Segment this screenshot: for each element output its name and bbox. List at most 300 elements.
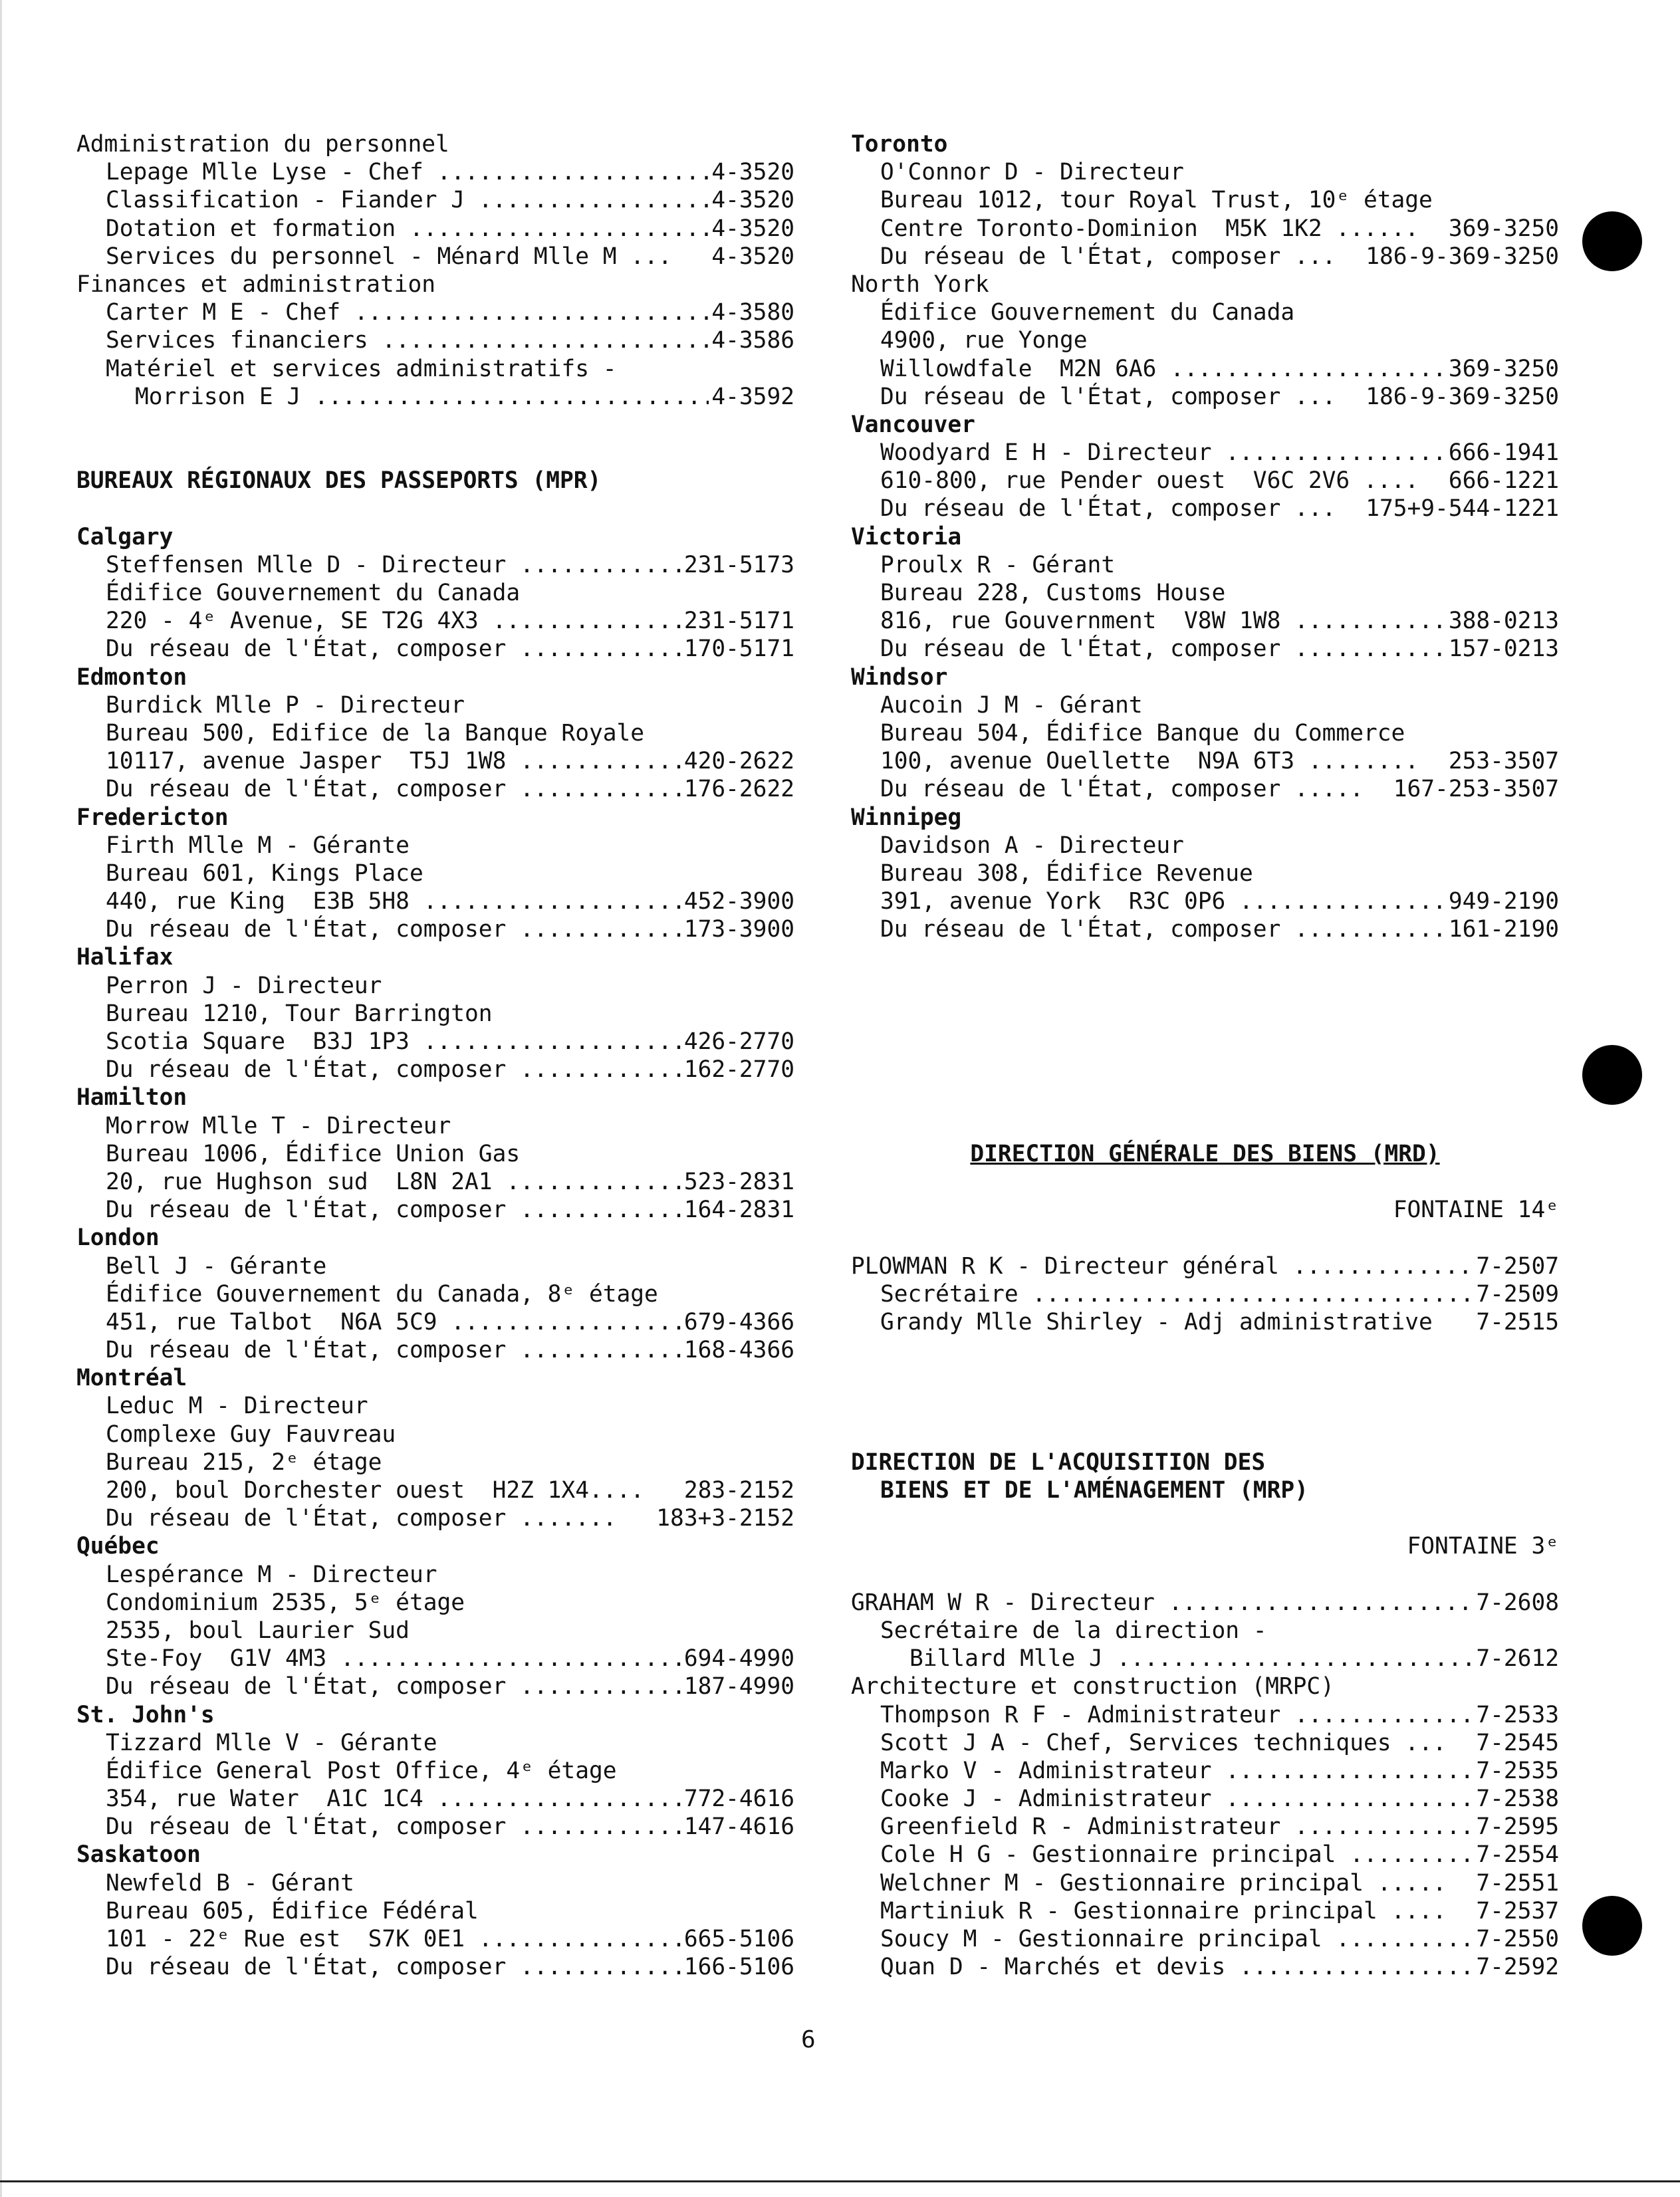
entry-label: 816, rue Gouvernment V8W 1W8 ..... xyxy=(880,607,1559,635)
line-text: 4900, rue Yonge xyxy=(880,327,1088,354)
phone-number: 231-5171 xyxy=(681,607,794,635)
phone-number: 523-2831 xyxy=(681,1168,794,1196)
phone-number: 183+3-2152 xyxy=(654,1504,794,1532)
address-line xyxy=(76,719,794,747)
blank-line xyxy=(851,1084,1559,1111)
phone-number: 4-3586 xyxy=(709,326,794,354)
phone-number: 186-9-369-3250 xyxy=(1363,383,1559,411)
binder-hole-icon xyxy=(1582,1896,1642,1956)
directory-entry xyxy=(76,1925,794,1953)
line-text: Bureau 1006, Édifice Union Gas xyxy=(106,1140,521,1167)
directory-entry xyxy=(851,1701,1559,1729)
directory-entry xyxy=(851,1589,1559,1617)
entry-label: Du réseau de l'État, composer ..... xyxy=(880,915,1559,943)
section-heading xyxy=(851,130,1559,158)
directory-entry xyxy=(851,243,1559,271)
right-column xyxy=(851,130,1559,1981)
entry-label: Scott J A - Chef, Services techniques ... xyxy=(880,1729,1447,1756)
address-line xyxy=(76,1140,794,1168)
entry-label: 354, rue Water A1C 1C4 ..... xyxy=(106,1785,794,1813)
directory-entry xyxy=(76,1813,794,1841)
section-heading xyxy=(76,1364,794,1392)
blank-line xyxy=(851,1112,1559,1140)
directory-entry xyxy=(851,1897,1559,1925)
entry-label: Du réseau de l'État, composer ..... xyxy=(106,915,794,943)
directory-entry xyxy=(76,1196,794,1224)
directory-entry xyxy=(76,215,794,243)
entry-label: Du réseau de l'État, composer ..... xyxy=(880,776,1364,803)
directory-entry xyxy=(76,243,794,271)
line-text: BUREAUX RÉGIONAUX DES PASSEPORTS (MPR) xyxy=(76,467,602,495)
section-heading xyxy=(76,943,794,971)
directory-entry xyxy=(76,186,794,214)
address-line xyxy=(76,579,794,607)
address-line xyxy=(76,1112,794,1140)
section-heading xyxy=(76,1701,794,1729)
address-line xyxy=(851,691,1559,719)
blank-line xyxy=(851,943,1559,971)
section-heading xyxy=(76,1841,794,1869)
address-line xyxy=(76,972,794,1000)
phone-number: 7-2515 xyxy=(1473,1308,1559,1336)
directory-entry xyxy=(851,1308,1559,1336)
phone-number: 170-5171 xyxy=(681,635,794,663)
entry-label: Thompson R F - Administrateur ..... xyxy=(880,1701,1559,1729)
directory-entry xyxy=(76,326,794,354)
directory-entry xyxy=(851,1813,1559,1841)
entry-label: Welchner M - Gestionnaire principal ..... xyxy=(880,1869,1447,1897)
line-text: Bureau 601, Kings Place xyxy=(106,860,423,887)
phone-number: 167-253-3507 xyxy=(1391,775,1559,803)
line-text: Halifax xyxy=(76,944,174,971)
directory-entry xyxy=(76,1476,794,1504)
line-text: Condominium 2535, 5ᵉ étage xyxy=(106,1589,465,1616)
location-label xyxy=(851,1196,1559,1224)
line-text: Winnipeg xyxy=(851,804,962,831)
entry-label: Du réseau de l'État, composer ..... xyxy=(106,1196,794,1224)
phone-number: 173-3900 xyxy=(681,915,794,943)
phone-number: 164-2831 xyxy=(681,1196,794,1224)
entry-label: Steffensen Mlle D - Directeur ..... xyxy=(106,551,794,579)
directory-entry xyxy=(76,1168,794,1196)
line-text: Perron J - Directeur xyxy=(106,972,382,999)
phone-number: 369-3250 xyxy=(1446,355,1559,383)
line-text: Hamilton xyxy=(76,1084,187,1111)
address-line xyxy=(851,551,1559,579)
section-heading xyxy=(851,1476,1559,1504)
entry-label: 200, boul Dorchester ouest H2Z 1X4.... xyxy=(106,1477,645,1504)
entry-label: Woodyard E H - Directeur ..... xyxy=(880,439,1559,467)
line-text: FONTAINE 3ᵉ xyxy=(1407,1533,1559,1560)
phone-number: 4-3592 xyxy=(709,383,794,411)
line-text: Édifice General Post Office, 4ᵉ étage xyxy=(106,1757,617,1784)
address-line xyxy=(851,298,1559,326)
line-text: Victoria xyxy=(851,523,962,550)
entry-label: 220 - 4ᵉ Avenue, SE T2G 4X3 ..... xyxy=(106,607,794,635)
phone-number: 4-3520 xyxy=(709,186,794,214)
directory-entry xyxy=(76,1028,794,1056)
entry-label: Du réseau de l'État, composer ... xyxy=(880,243,1336,270)
phone-number: 4-3520 xyxy=(709,215,794,243)
entry-label: Billard Mlle J ..... xyxy=(909,1645,1559,1673)
group-heading xyxy=(851,271,1559,298)
phone-number: 369-3250 xyxy=(1446,215,1559,243)
entry-label: 391, avenue York R3C 0P6 ..... xyxy=(880,887,1559,915)
line-text: Davidson A - Directeur xyxy=(880,832,1184,859)
line-text: Newfeld B - Gérant xyxy=(106,1869,354,1897)
directory-entry xyxy=(76,607,794,635)
phone-number: 4-3520 xyxy=(709,243,794,271)
line-text: Bureau 1012, tour Royal Trust, 10ᵉ étage xyxy=(880,187,1433,214)
line-text: Québec xyxy=(76,1533,160,1560)
blank-line xyxy=(851,1056,1559,1084)
binder-hole-icon xyxy=(1582,1045,1642,1105)
address-line xyxy=(76,1729,794,1757)
phone-number: 231-5173 xyxy=(681,551,794,579)
directory-entry xyxy=(851,607,1559,635)
group-heading xyxy=(76,130,794,158)
phone-number: 7-2612 xyxy=(1473,1645,1559,1673)
line-text: Bureau 504, Édifice Banque du Commerce xyxy=(880,719,1405,747)
entry-label: PLOWMAN R K - Directeur général ..... xyxy=(851,1252,1559,1280)
entry-label: 101 - 22ᵉ Rue est S7K 0E1 ..... xyxy=(106,1925,794,1953)
phone-number: 147-4616 xyxy=(681,1813,794,1841)
entry-label: Du réseau de l'État, composer ..... xyxy=(106,1673,794,1700)
line-text: Finances et administration xyxy=(76,271,436,298)
address-line xyxy=(76,1589,794,1617)
address-line xyxy=(76,1617,794,1645)
section-heading xyxy=(76,1532,794,1560)
entry-label: GRAHAM W R - Directeur ..... xyxy=(851,1589,1559,1617)
phone-number: 426-2770 xyxy=(681,1028,794,1056)
directory-entry xyxy=(851,215,1559,243)
directory-entry xyxy=(851,467,1559,495)
line-text: Édifice Gouvernement du Canada xyxy=(880,299,1295,326)
phone-number: 176-2622 xyxy=(681,775,794,803)
entry-label: Soucy M - Gestionnaire principal ..... xyxy=(880,1925,1559,1953)
address-line xyxy=(851,158,1559,186)
entry-label: Du réseau de l'État, composer ..... xyxy=(880,635,1559,663)
directory-entry xyxy=(851,747,1559,775)
directory-entry xyxy=(76,158,794,186)
address-line xyxy=(76,1392,794,1420)
phone-number: 7-2538 xyxy=(1473,1785,1559,1813)
line-text: Morrow Mlle T - Directeur xyxy=(106,1112,451,1139)
entry-label: Services financiers ..... xyxy=(106,326,794,354)
entry-label: Services du personnel - Ménard Mlle M ... xyxy=(106,243,672,270)
location-label xyxy=(851,1532,1559,1560)
line-text: Vancouver xyxy=(851,411,975,438)
phone-number: 679-4366 xyxy=(681,1308,794,1336)
address-line xyxy=(851,1617,1559,1645)
directory-entry xyxy=(76,298,794,326)
phone-number: 7-2509 xyxy=(1473,1280,1559,1308)
phone-number: 168-4366 xyxy=(681,1336,794,1364)
entry-label: Du réseau de l'État, composer ... xyxy=(880,383,1336,410)
address-line xyxy=(851,832,1559,860)
blank-line xyxy=(851,1421,1559,1448)
line-text: FONTAINE 14ᵉ xyxy=(1393,1197,1559,1224)
page-number: 6 xyxy=(801,2026,816,2053)
entry-label: Classification - Fiander J ..... xyxy=(106,186,794,214)
line-text: Secrétaire de la direction - xyxy=(880,1617,1267,1644)
entry-label: Carter M E - Chef ..... xyxy=(106,298,794,326)
entry-label: Ste-Foy G1V 4M3 ..... xyxy=(106,1645,794,1673)
scan-bottom-edge xyxy=(0,2180,1680,2182)
directory-entry xyxy=(76,915,794,943)
line-text: DIRECTION DE L'ACQUISITION DES xyxy=(851,1448,1266,1476)
entry-label: Marko V - Administrateur ..... xyxy=(880,1757,1559,1785)
address-line xyxy=(76,355,794,383)
section-heading xyxy=(851,1140,1559,1168)
phone-number: 7-2507 xyxy=(1473,1252,1559,1280)
phone-number: 253-3507 xyxy=(1446,747,1559,775)
phone-number: 7-2592 xyxy=(1473,1953,1559,1981)
line-text: Architecture et construction (MRPC) xyxy=(851,1673,1334,1700)
group-heading xyxy=(851,1673,1559,1700)
entry-label: Du réseau de l'État, composer ..... xyxy=(106,1056,794,1084)
line-text: O'Connor D - Directeur xyxy=(880,159,1184,186)
address-line xyxy=(76,860,794,887)
phone-number: 4-3580 xyxy=(709,298,794,326)
phone-number: 7-2551 xyxy=(1473,1869,1559,1897)
directory-entry xyxy=(851,1925,1559,1953)
entry-label: Du réseau de l'État, composer ..... xyxy=(106,1813,794,1841)
blank-line xyxy=(851,972,1559,1000)
group-heading xyxy=(76,271,794,298)
line-text: Lespérance M - Directeur xyxy=(106,1561,437,1588)
directory-entry xyxy=(76,1785,794,1813)
line-text: DIRECTION GÉNÉRALE DES BIENS (MRD) xyxy=(970,1140,1440,1167)
address-line xyxy=(851,186,1559,214)
entry-label: 451, rue Talbot N6A 5C9 ..... xyxy=(106,1308,794,1336)
address-line xyxy=(851,719,1559,747)
phone-number: 283-2152 xyxy=(681,1476,794,1504)
blank-line xyxy=(851,1504,1559,1532)
entry-label: Grandy Mlle Shirley - Adj administrative xyxy=(880,1308,1433,1335)
line-text: Aucoin J M - Gérant xyxy=(880,691,1143,719)
directory-entry xyxy=(76,1645,794,1673)
address-line xyxy=(76,1421,794,1448)
phone-number: 694-4990 xyxy=(681,1645,794,1673)
entry-label: 610-800, rue Pender ouest V6C 2V6 .... xyxy=(880,467,1419,495)
line-text: Burdick Mlle P - Directeur xyxy=(106,691,465,719)
line-text: Administration du personnel xyxy=(76,131,449,158)
entry-label: 10117, avenue Jasper T5J 1W8 ..... xyxy=(106,747,794,775)
address-line xyxy=(851,579,1559,607)
address-line xyxy=(76,1561,794,1589)
directory-entry xyxy=(851,1280,1559,1308)
directory-entry xyxy=(851,1869,1559,1897)
phone-number: 162-2770 xyxy=(681,1056,794,1084)
address-line xyxy=(76,1252,794,1280)
address-line xyxy=(76,1448,794,1476)
phone-number: 7-2537 xyxy=(1473,1897,1559,1925)
entry-label: Lepage Mlle Lyse - Chef ..... xyxy=(106,158,794,186)
phone-number: 665-5106 xyxy=(681,1925,794,1953)
phone-number: 666-1221 xyxy=(1446,467,1559,495)
entry-label: Scotia Square B3J 1P3 ..... xyxy=(106,1028,794,1056)
entry-label: Morrison E J ..... xyxy=(135,383,794,411)
directory-entry xyxy=(851,1841,1559,1869)
directory-entry xyxy=(76,1504,794,1532)
address-line xyxy=(76,832,794,860)
directory-entry xyxy=(76,1308,794,1336)
phone-number: 7-2554 xyxy=(1473,1841,1559,1869)
blank-line xyxy=(851,1168,1559,1196)
line-text: Bureau 308, Édifice Revenue xyxy=(880,860,1253,887)
section-heading xyxy=(851,411,1559,439)
address-line xyxy=(76,1897,794,1925)
section-heading xyxy=(851,1448,1559,1476)
directory-entry xyxy=(76,1953,794,1981)
line-text: Edmonton xyxy=(76,663,187,691)
directory-entry xyxy=(851,495,1559,522)
address-line xyxy=(851,860,1559,887)
entry-label: Dotation et formation ..... xyxy=(106,215,794,243)
phone-number: 157-0213 xyxy=(1446,635,1559,663)
section-heading xyxy=(76,523,794,551)
phone-number: 949-2190 xyxy=(1446,887,1559,915)
line-text: Bureau 500, Edifice de la Banque Royale xyxy=(106,719,645,747)
entry-label: Centre Toronto-Dominion M5K 1K2 ...... xyxy=(880,215,1419,242)
section-heading xyxy=(76,1084,794,1111)
line-text: Proulx R - Gérant xyxy=(880,551,1116,578)
entry-label: Quan D - Marchés et devis ..... xyxy=(880,1953,1559,1981)
directory-entry xyxy=(851,1757,1559,1785)
phone-number: 388-0213 xyxy=(1446,607,1559,635)
phone-number: 4-3520 xyxy=(709,158,794,186)
blank-line xyxy=(76,439,794,467)
line-text: Matériel et services administratifs - xyxy=(106,355,617,382)
line-text: Édifice Gouvernement du Canada, 8ᵉ étage xyxy=(106,1280,658,1308)
left-column xyxy=(76,130,794,1981)
entry-label: 440, rue King E3B 5H8 ..... xyxy=(106,887,794,915)
entry-label: Secrétaire ..... xyxy=(880,1280,1559,1308)
directory-entry xyxy=(76,1056,794,1084)
blank-line xyxy=(851,1336,1559,1364)
phone-number: 452-3900 xyxy=(681,887,794,915)
directory-entry xyxy=(851,1729,1559,1757)
blank-line xyxy=(76,495,794,522)
directory-entry xyxy=(76,635,794,663)
address-line xyxy=(851,326,1559,354)
address-line xyxy=(76,691,794,719)
blank-line xyxy=(76,411,794,439)
line-text: Windsor xyxy=(851,663,948,691)
directory-entry xyxy=(76,1336,794,1364)
line-text: Bureau 228, Customs House xyxy=(880,580,1226,606)
entry-label: Cole H G - Gestionnaire principal ..... xyxy=(880,1841,1559,1869)
directory-entry xyxy=(851,383,1559,411)
directory-entry xyxy=(851,1953,1559,1981)
phone-number: 666-1941 xyxy=(1446,439,1559,467)
directory-entry xyxy=(76,887,794,915)
directory-entry xyxy=(851,1645,1559,1673)
line-text: Calgary xyxy=(76,523,174,550)
scan-left-edge xyxy=(0,0,2,2197)
section-heading xyxy=(76,663,794,691)
address-line xyxy=(76,1757,794,1785)
line-text: Saskatoon xyxy=(76,1841,201,1869)
phone-number: 7-2550 xyxy=(1473,1925,1559,1953)
section-heading xyxy=(76,467,794,495)
directory-entry xyxy=(851,635,1559,663)
blank-line xyxy=(851,1224,1559,1252)
entry-label: 20, rue Hughson sud L8N 2A1 ..... xyxy=(106,1168,794,1196)
entry-label: Du réseau de l'État, composer ..... xyxy=(106,635,794,663)
line-text: Tizzard Mlle V - Gérante xyxy=(106,1729,437,1756)
phone-number: 166-5106 xyxy=(681,1953,794,1981)
directory-entry xyxy=(851,915,1559,943)
blank-line xyxy=(851,1392,1559,1420)
entry-label: Du réseau de l'État, composer ... xyxy=(880,495,1336,522)
line-text: Édifice Gouvernement du Canada xyxy=(106,580,521,606)
entry-label: Greenfield R - Administrateur ..... xyxy=(880,1813,1559,1841)
entry-label: Du réseau de l'État, composer ....... xyxy=(106,1505,617,1532)
section-heading xyxy=(851,804,1559,832)
entry-label: Martiniuk R - Gestionnaire principal .... xyxy=(880,1897,1447,1924)
line-text: BIENS ET DE L'AMÉNAGEMENT (MRP) xyxy=(880,1477,1308,1504)
line-text: Bureau 1210, Tour Barrington xyxy=(106,1000,493,1027)
line-text: Toronto xyxy=(851,131,948,158)
section-heading xyxy=(76,804,794,832)
phone-number: 187-4990 xyxy=(681,1673,794,1700)
phone-number: 7-2535 xyxy=(1473,1757,1559,1785)
blank-line xyxy=(851,1000,1559,1028)
directory-entry xyxy=(76,775,794,803)
directory-entry xyxy=(851,1252,1559,1280)
section-heading xyxy=(76,1224,794,1252)
directory-entry xyxy=(76,551,794,579)
directory-entry xyxy=(76,1673,794,1700)
entry-label: 100, avenue Ouellette N9A 6T3 ........ xyxy=(880,748,1419,775)
phone-number: 7-2608 xyxy=(1473,1589,1559,1617)
line-text: St. John's xyxy=(76,1701,215,1728)
line-text: North York xyxy=(851,271,989,298)
line-text: 2535, boul Laurier Sud xyxy=(106,1617,410,1644)
line-text: Firth Mlle M - Gérante xyxy=(106,832,410,859)
entry-label: Cooke J - Administrateur ..... xyxy=(880,1785,1559,1813)
entry-label: Willowdfale M2N 6A6 ..... xyxy=(880,355,1559,383)
directory-entry xyxy=(851,355,1559,383)
address-line xyxy=(76,1869,794,1897)
directory-entry xyxy=(76,383,794,411)
phone-number: 7-2595 xyxy=(1473,1813,1559,1841)
line-text: Complexe Guy Fauvreau xyxy=(106,1421,396,1448)
phone-number: 772-4616 xyxy=(681,1785,794,1813)
section-heading xyxy=(851,523,1559,551)
line-text: London xyxy=(76,1224,160,1252)
directory-entry xyxy=(851,1785,1559,1813)
line-text: Fredericton xyxy=(76,804,229,831)
binder-hole-icon xyxy=(1582,211,1642,271)
blank-line xyxy=(851,1561,1559,1589)
line-text: Bureau 215, 2ᵉ étage xyxy=(106,1448,382,1476)
section-heading xyxy=(851,663,1559,691)
phone-number: 7-2545 xyxy=(1473,1729,1559,1757)
phone-number: 7-2533 xyxy=(1473,1701,1559,1729)
phone-number: 420-2622 xyxy=(681,747,794,775)
line-text: Leduc M - Directeur xyxy=(106,1393,368,1420)
directory-entry xyxy=(76,747,794,775)
address-line xyxy=(76,1280,794,1308)
blank-line xyxy=(851,1028,1559,1056)
line-text: Bell J - Gérante xyxy=(106,1252,327,1280)
phone-number: 175+9-544-1221 xyxy=(1363,495,1559,522)
line-text: Montréal xyxy=(76,1365,187,1392)
directory-entry xyxy=(851,887,1559,915)
